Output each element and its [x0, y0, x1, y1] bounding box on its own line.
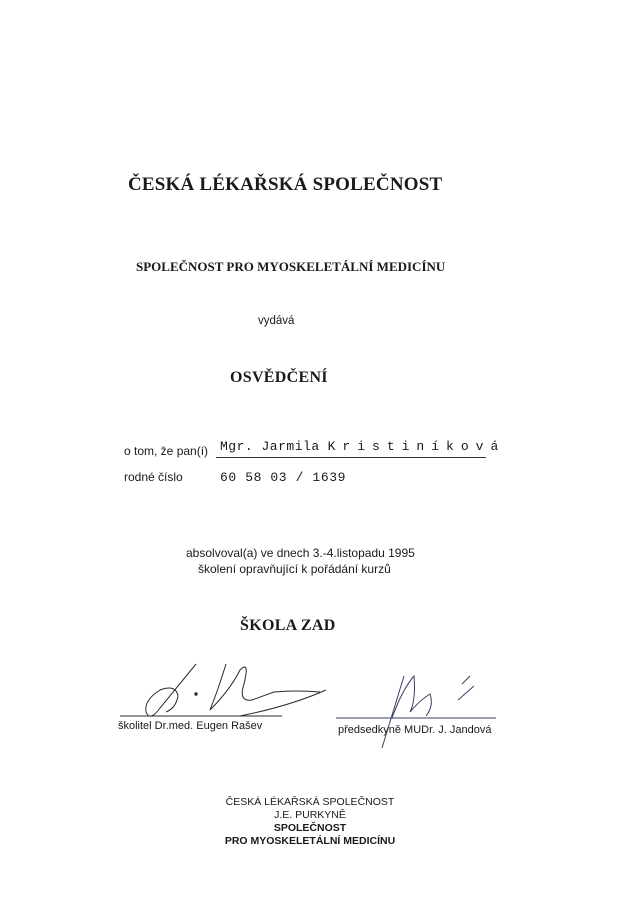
trainer-signature [120, 664, 326, 716]
stamp-line-2: J.E. PURKYNĚ [274, 809, 346, 821]
trainer-signature-label: školitel Dr.med. Eugen Rašev [118, 720, 263, 732]
stamp-line-1: ČESKÁ LÉKAŘSKÁ SPOLEČNOST [225, 796, 395, 808]
stamp-line-3: SPOLEČNOST [273, 822, 347, 834]
name-label: o tom, že pan(í) [124, 444, 209, 458]
chair-signature [336, 676, 496, 748]
chair-signature-label: předsedkyně MUDr. J. Jandová [338, 724, 492, 736]
course-title: ŠKOLA ZAD [240, 617, 336, 634]
birth-number-value: 60 58 03 / 1639 [220, 470, 347, 485]
training-text: školení opravňující k pořádání kurzů [198, 562, 391, 576]
birth-number-label: rodné číslo [124, 470, 183, 484]
recipient-first-name: Mgr. Jarmila [220, 439, 320, 454]
society-stamp [210, 796, 410, 848]
completed-text: absolvoval(a) ve dnech 3.-4.listopadu 1995 [186, 546, 415, 560]
society-name: SPOLEČNOST PRO MYOSKELETÁLNÍ MEDICÍNU [136, 259, 446, 274]
recipient-last-name: Kristiníková [327, 439, 506, 454]
certificate-title: OSVĚDČENÍ [230, 369, 328, 386]
stamp-line-4: PRO MYOSKELETÁLNÍ MEDICÍNU [224, 835, 396, 847]
issues-label: vydává [258, 315, 295, 327]
organization-title: ČESKÁ LÉKAŘSKÁ SPOLEČNOST [128, 174, 443, 195]
